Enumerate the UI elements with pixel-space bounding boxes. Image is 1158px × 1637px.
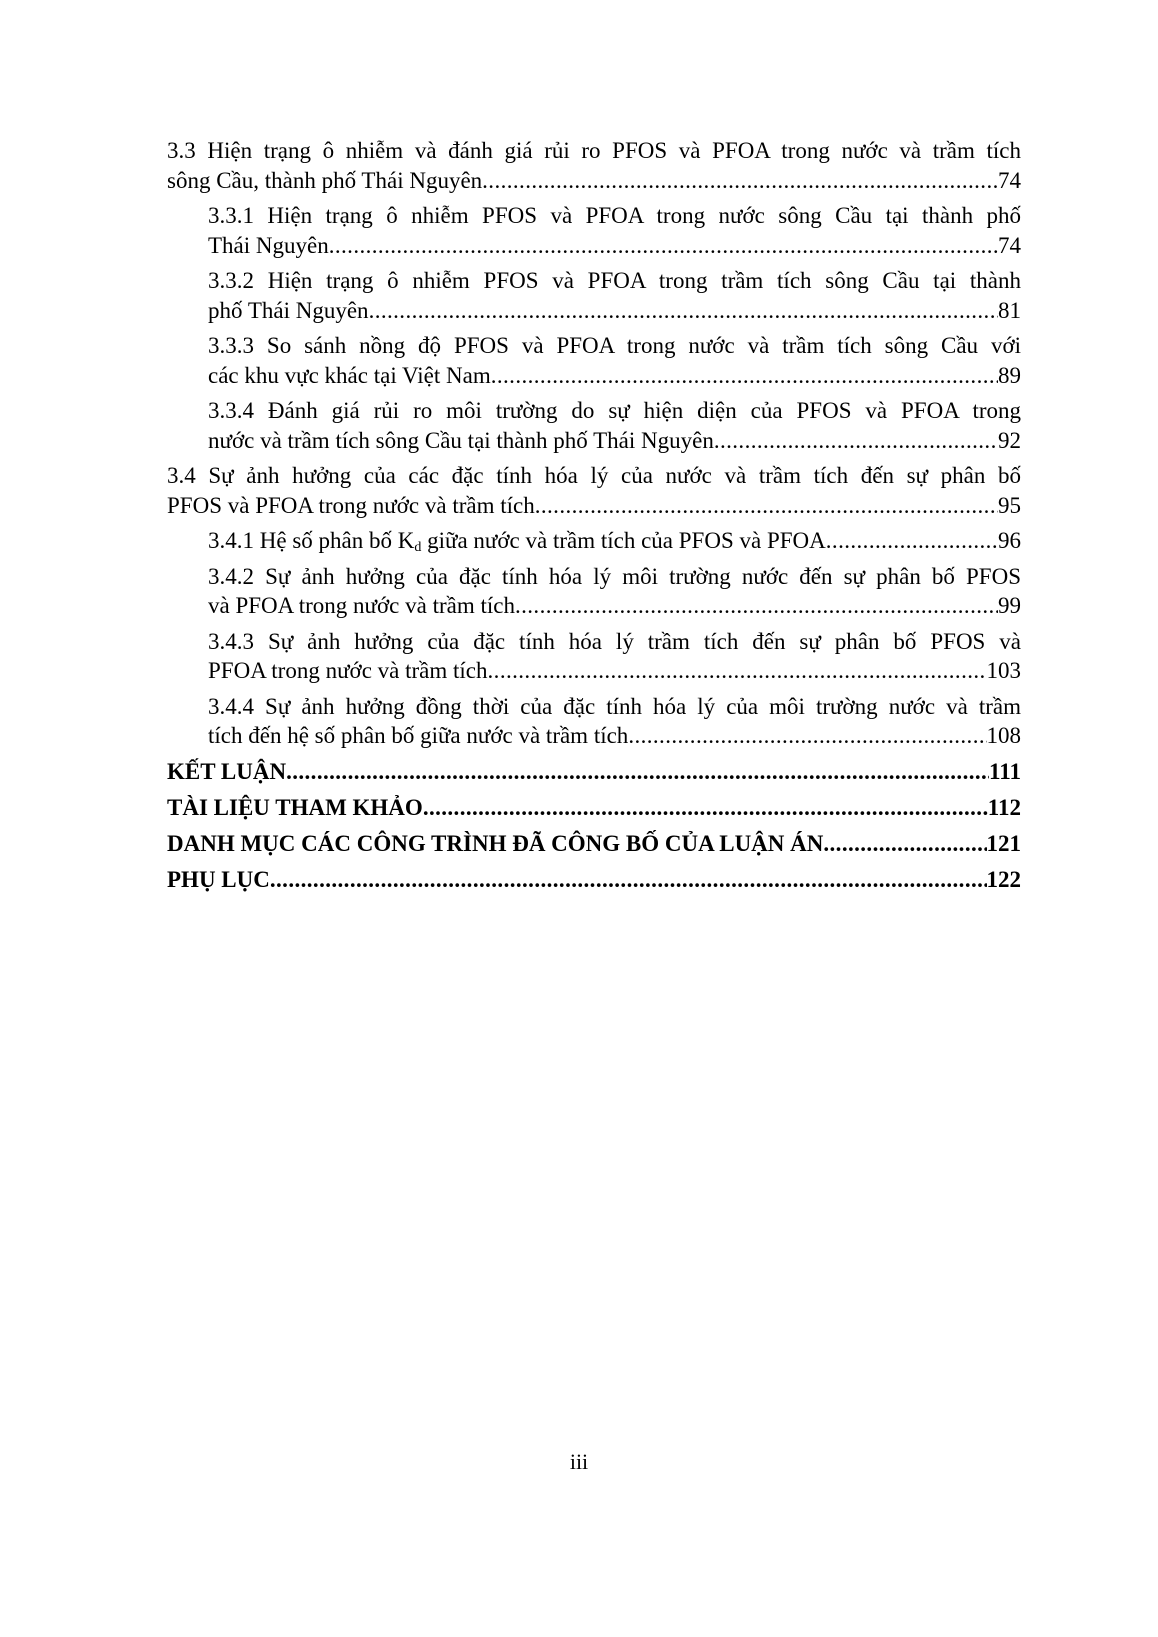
- toc-entry-3-4-1[interactable]: [208, 526, 1021, 556]
- toc-entry-leader-line: [167, 757, 1021, 787]
- toc-entry-leader-line: [208, 231, 1021, 261]
- subscript-d: d: [414, 540, 422, 555]
- toc-entry-title-line1: 3.3.1 Hiện trạng ô nhiễm PFOS và PFOA trong nước sông Cầu tại thành phố: [208, 203, 1021, 228]
- toc-entry-title-line2: sông Cầu, thành phố Thái Nguyên: [167, 167, 483, 193]
- toc-entry-title: PHỤ LỤC: [167, 866, 270, 892]
- toc-page-number: 108: [986, 723, 1021, 748]
- toc-entry-leader-line: [208, 591, 1021, 621]
- toc-entry-title-line2: nước và trầm tích sông Cầu tại thành phố Thái Nguyên: [208, 427, 714, 453]
- toc-entry-title-line2: các khu vực khác tại Việt Nam: [208, 362, 491, 388]
- toc-entry-title-line1: 3.4 Sự ảnh hưởng của các đặc tính hóa lý của nước và trầm tích đến sự phân bố: [167, 463, 1021, 488]
- toc-page-number: 74: [998, 232, 1021, 258]
- toc-entry-leader-line: [167, 865, 1021, 895]
- dot-leader: [823, 829, 986, 859]
- toc-page-number: 103: [986, 658, 1021, 683]
- toc-entry-title-part: giữa nước và trầm tích của PFOS và PFOA: [421, 528, 826, 553]
- toc-entry-title: [208, 526, 826, 556]
- toc-entry-tai-lieu-tham-khao[interactable]: [167, 793, 1021, 823]
- toc-entry-title-part: 3.4.1 Hệ số phân bố K: [208, 528, 415, 553]
- toc-entry-title-line2: phố Thái Nguyên: [208, 297, 369, 323]
- toc-page-number: 96: [998, 528, 1021, 553]
- toc-entry-leader-line: [208, 526, 1021, 556]
- toc-entry-leader-line: [167, 829, 1021, 859]
- toc-entry-3-4-2[interactable]: [208, 562, 1021, 621]
- toc-entry-title-line2: PFOA trong nước và trầm tích: [208, 658, 488, 683]
- dot-leader: [714, 426, 998, 456]
- toc-entry-leader-line: [167, 166, 1021, 196]
- table-of-contents: [167, 136, 1021, 901]
- toc-page-number: 74: [998, 167, 1021, 193]
- toc-entry-3-3-4[interactable]: [208, 396, 1021, 455]
- toc-entry-3-4-3[interactable]: [208, 627, 1021, 686]
- toc-entry-title-line2: Thái Nguyên: [208, 232, 329, 258]
- page-number: iii: [569, 1449, 589, 1474]
- dot-leader: [515, 591, 998, 621]
- toc-page-number: 122: [986, 866, 1021, 892]
- toc-entry-3-3-3[interactable]: [208, 331, 1021, 390]
- toc-entry-leader-line: [208, 426, 1021, 456]
- dot-leader: [491, 361, 998, 391]
- toc-entry-3-3-2[interactable]: [208, 266, 1021, 325]
- toc-entry-3-3[interactable]: [167, 136, 1021, 195]
- toc-entry-title-line2: tích đến hệ số phân bố giữa nước và trầm tích: [208, 723, 629, 748]
- toc-entry-leader-line: [208, 721, 1021, 751]
- dot-leader: [488, 656, 987, 686]
- toc-entry-title-line1: 3.3.4 Đánh giá rủi ro môi trường do sự hiện diện của PFOS và PFOA trong: [208, 398, 1021, 423]
- dot-leader: [826, 526, 998, 556]
- toc-entry-3-3-1[interactable]: [208, 201, 1021, 260]
- toc-entry-title: TÀI LIỆU THAM KHẢO: [167, 794, 423, 820]
- toc-entry-title-line2: PFOS và PFOA trong nước và trầm tích: [167, 492, 535, 518]
- toc-entry-title: DANH MỤC CÁC CÔNG TRÌNH ĐÃ CÔNG BỐ CỦA LUẬN ÁN: [167, 830, 824, 856]
- toc-entry-3-4-4[interactable]: [208, 692, 1021, 751]
- toc-page-number: 111: [989, 758, 1021, 784]
- toc-page-number: 95: [998, 492, 1021, 518]
- dot-leader: [423, 793, 988, 823]
- toc-entry-title-line1: 3.4.2 Sự ảnh hưởng của đặc tính hóa lý môi trường nước đến sự phân bố PFOS: [208, 563, 1021, 589]
- dot-leader: [329, 231, 998, 261]
- toc-entry-title: KẾT LUẬN: [167, 758, 287, 784]
- toc-entry-phu-luc[interactable]: [167, 865, 1021, 895]
- toc-entry-leader-line: [208, 656, 1021, 686]
- toc-page-number: 89: [998, 362, 1021, 388]
- toc-entry-title-line1: 3.3.2 Hiện trạng ô nhiễm PFOS và PFOA trong trầm tích sông Cầu tại thành: [208, 268, 1021, 293]
- toc-page-number: 99: [998, 593, 1021, 618]
- toc-entry-title-line1: 3.4.4 Sự ảnh hưởng đồng thời của đặc tính hóa lý của môi trường nước và trầm: [208, 693, 1021, 719]
- toc-entry-leader-line: [208, 361, 1021, 391]
- toc-entry-title-line1: 3.4.3 Sự ảnh hưởng của đặc tính hóa lý trầm tích đến sự phân bố PFOS và: [208, 628, 1021, 654]
- dot-leader: [369, 296, 998, 326]
- dot-leader: [286, 757, 989, 787]
- dot-leader: [535, 491, 998, 521]
- toc-entry-title-line1: 3.3.3 So sánh nồng độ PFOS và PFOA trong nước và trầm tích sông Cầu với: [208, 333, 1021, 358]
- dot-leader: [628, 721, 986, 751]
- toc-entry-leader-line: [167, 491, 1021, 521]
- toc-entry-leader-line: [208, 296, 1021, 326]
- dot-leader: [270, 865, 987, 895]
- toc-page-number: 121: [986, 830, 1021, 856]
- toc-page-number: 92: [998, 427, 1021, 453]
- toc-entry-danh-muc-cong-trinh[interactable]: [167, 829, 1021, 859]
- toc-entry-leader-line: [167, 793, 1021, 823]
- toc-entry-3-4[interactable]: [167, 461, 1021, 520]
- dot-leader: [482, 166, 998, 196]
- toc-entry-title-line1: 3.3 Hiện trạng ô nhiễm và đánh giá rủi ro PFOS và PFOA trong nước và trầm tích: [167, 138, 1021, 163]
- toc-entry-title-line2: và PFOA trong nước và trầm tích: [208, 593, 515, 618]
- toc-page-number: 81: [998, 297, 1021, 323]
- toc-page-number: 112: [987, 794, 1021, 820]
- toc-entry-ket-luan[interactable]: [167, 757, 1021, 787]
